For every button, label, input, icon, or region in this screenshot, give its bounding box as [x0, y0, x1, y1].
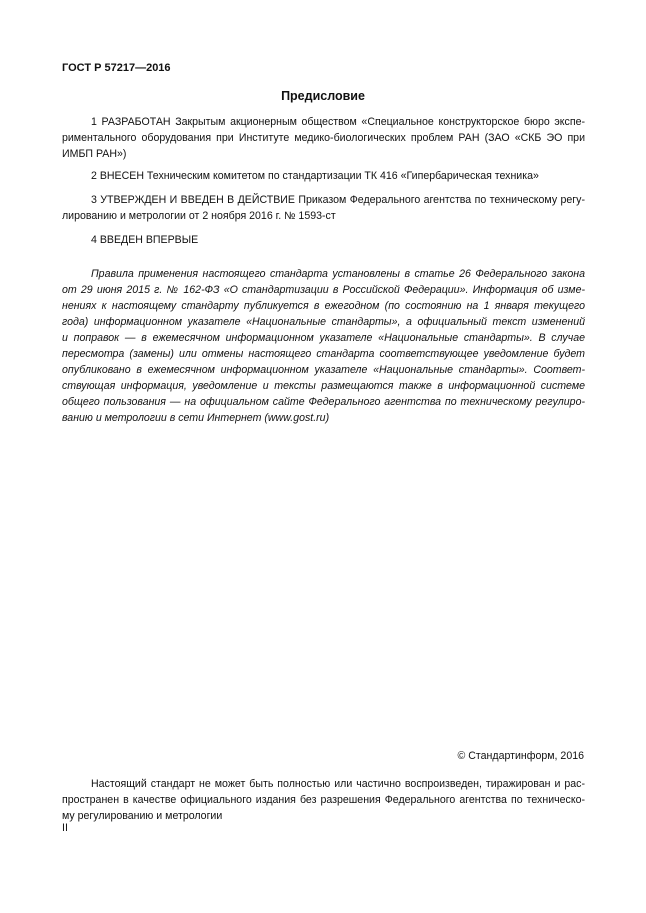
notice-line4: года) информационном указателе «Национальные стандарты», а официальный текст изменений — [62, 316, 585, 328]
reproduction-line3: му регулированию и метрологии — [62, 810, 223, 822]
notice-line3: нениях к настоящему стандарту публикуется в ежегодном (по состоянию на 1 января текущего — [62, 300, 585, 312]
item1-line2: риментального оборудования при Институте медико-биологических проблем РАН (ЗАО «СКБ ЭО при — [62, 132, 585, 144]
notice-line6: пересмотра (замены) или отмены настоящего стандарта соответствующее уведомление будет — [62, 348, 585, 360]
item1-line3: ИМБП РАН») — [62, 148, 127, 160]
reproduction-line2: пространен в качестве официального издания без разрешения Федерального агентства по техническо- — [62, 794, 585, 806]
notice-line5: и поправок — в ежемесячном информационном указателе «Национальные стандарты». В случае — [62, 332, 585, 344]
notice-line10: ванию и метрологии в сети Интернет (www.gost.ru) — [62, 412, 330, 424]
item3-line2: лированию и метрологии от 2 ноября 2016 г. № 1593-ст — [62, 210, 336, 222]
copyright-notice: © Стандартинформ, 2016 — [457, 750, 584, 762]
page-number: II — [62, 822, 68, 834]
notice-line2: от 29 июня 2015 г. № 162-ФЗ «О стандартизации в Российской Федерации». Информация об изме- — [62, 284, 585, 296]
item1-line1: 1 РАЗРАБОТАН Закрытым акционерным обществом «Специальное конструкторское бюро экспе- — [91, 116, 585, 128]
notice-line1: Правила применения настоящего стандарта установлены в статье 26 Федерального закона — [91, 268, 585, 280]
notice-line7: опубликовано в ежемесячном информационном указателе «Национальные стандарты». Соответ- — [62, 364, 585, 376]
notice-line8: ствующая информация, уведомление и тексты размещаются также в информационной системе — [62, 380, 585, 392]
page-title: Предисловие — [281, 89, 365, 103]
item4-line1: 4 ВВЕДЕН ВПЕРВЫЕ — [91, 234, 199, 246]
standard-id-header: ГОСТ Р 57217—2016 — [62, 62, 171, 74]
item3-line1: 3 УТВЕРЖДЕН И ВВЕДЕН В ДЕЙСТВИЕ Приказом Федерального агентства по техническому регу- — [91, 194, 585, 206]
notice-line9: общего пользования — на официальном сайте Федерального агентства по техническому регулиро- — [62, 396, 585, 408]
reproduction-line1: Настоящий стандарт не может быть полностью или частично воспроизведен, тиражирован и рас- — [91, 778, 585, 790]
item2-line1: 2 ВНЕСЕН Техническим комитетом по стандартизации ТК 416 «Гипербарическая техника» — [91, 170, 539, 182]
